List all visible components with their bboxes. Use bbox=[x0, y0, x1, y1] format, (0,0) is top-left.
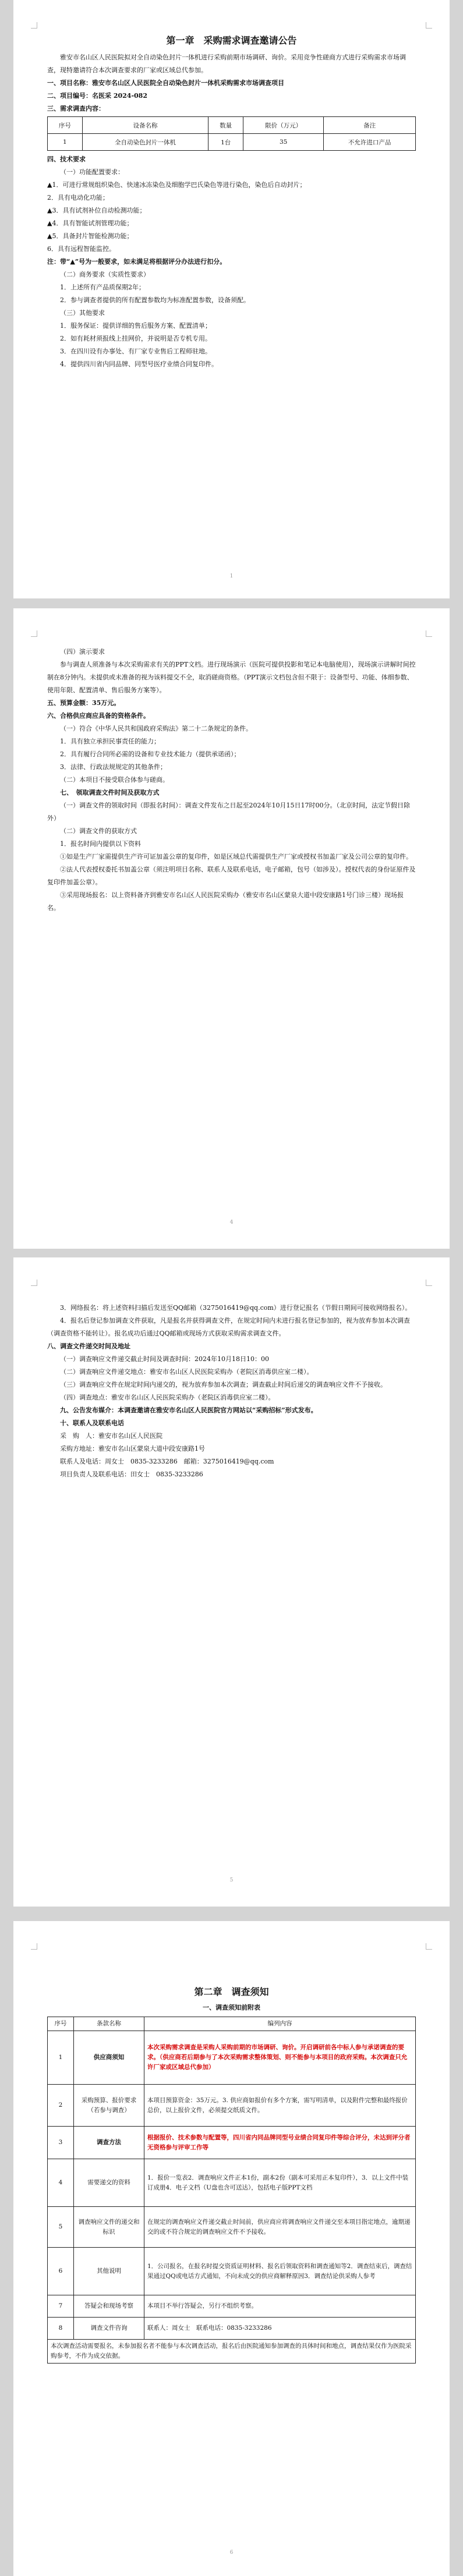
commercial-item: 2．参与调查者提供的所有配置参数均为标准配置参数，设备须配。 bbox=[60, 296, 250, 304]
contact-line: 采 购 人：雅安市名山区人民医院 bbox=[60, 1432, 162, 1440]
instructions-table bbox=[47, 2017, 416, 2364]
table-cell: 在规定的调查响应文件递交截止时间前，供应商应将调查响应文件递交至本项目指定地点，逾期递交的或不符合规定的调查响应文件不予接收。 bbox=[144, 2207, 416, 2248]
table-header: 序号 bbox=[48, 117, 83, 134]
table-row bbox=[48, 2248, 416, 2295]
commercial-item: 1．上述所有产品质保期2年； bbox=[60, 284, 145, 291]
table-row bbox=[48, 2159, 416, 2207]
table-header: 数量 bbox=[208, 117, 243, 134]
table-cell: 联系人：周女士 联系电话：0835-3233286 bbox=[144, 2318, 416, 2340]
project-number: 二、项目编号：名医采 2024-082 bbox=[47, 92, 147, 100]
document-page-3 bbox=[13, 1257, 450, 1907]
other-heading: （三）其他要求 bbox=[60, 309, 105, 317]
publication-media: 九、公告发布媒介：本调查邀请在雅安市名山区人民医院官方网站以“采购招标”形式发布。 bbox=[60, 1406, 317, 1414]
page-crop-mark bbox=[426, 22, 432, 29]
table-cell: 7 bbox=[48, 2295, 74, 2318]
table-note: 本次调查活动需要报名，未参加报名者不能参与本次调查活动，报名后由医院通知参加调查的具体时间和地点，调查结果仅作为医院采购参考，不作为成交依据。 bbox=[48, 2340, 416, 2364]
table-header: 条款名称 bbox=[74, 2017, 144, 2031]
acquisition-way-heading: （二）调查文件的获取方式 bbox=[60, 827, 137, 835]
contact-line: 项目负责人及联系电话：田女士 0835-3233286 bbox=[60, 1471, 203, 1478]
table-cell: 4 bbox=[48, 2159, 74, 2207]
table-cell: 供应商须知 bbox=[74, 2031, 144, 2085]
qualification-item: 1．具有独立承担民事责任的能力； bbox=[60, 738, 160, 745]
equipment-table bbox=[47, 116, 416, 151]
table-cell: 1台 bbox=[208, 134, 243, 151]
table-cell: 调查文件咨询 bbox=[74, 2318, 144, 2340]
commercial-heading: （二）商务要求（实质性要求） bbox=[60, 271, 150, 278]
table-header: 设备名称 bbox=[82, 117, 208, 134]
table-cell: 5 bbox=[48, 2207, 74, 2248]
table-header: 序号 bbox=[48, 2017, 74, 2031]
project-name: 一、项目名称：雅安市名山区人民医院全自动染色封片一体机采购需求市场调查项目 bbox=[47, 79, 284, 87]
tech-item: 6．具有远程智能监控。 bbox=[47, 245, 115, 253]
submission-item: （四）调查地点：雅安市名山区人民医院采购办（老院区消毒供应室二楼）。 bbox=[60, 1394, 275, 1401]
table-row bbox=[48, 134, 416, 151]
tech-item: 2．具有电动化功能； bbox=[47, 194, 109, 201]
table-cell: 不允许进口产品 bbox=[324, 134, 416, 151]
table-header-row bbox=[48, 117, 416, 134]
contact-line: 联系人及电话：周女士 0835-3233286 邮箱：3275016419@qq.com bbox=[60, 1458, 274, 1465]
table-row bbox=[48, 2318, 416, 2340]
table-cell: 调查响应文件的递交和标识 bbox=[74, 2207, 144, 2248]
qualification-heading: 六、合格供应商应具备的资格条件。 bbox=[47, 712, 150, 720]
tech-item: ▲4．具有智能试剂管理功能； bbox=[47, 219, 133, 227]
table-cell: 调查方法 bbox=[74, 2127, 144, 2159]
page-number: 4 bbox=[229, 1220, 234, 1225]
table-cell: 3 bbox=[48, 2127, 74, 2159]
table-cell: 需要递交的资料 bbox=[74, 2159, 144, 2207]
intro-paragraph: 雅安市名山区人民医院拟对全自动染色封片一体机进行采购前期市场调研、询价。采用竞争性磋商方式进行采购需求市场调查，现特邀请符合本次调查要求的厂家或区域总代参加。 bbox=[47, 54, 406, 74]
page-crop-mark bbox=[31, 1280, 37, 1286]
qualification-item: （二）本项目不接受联合体参与磋商。 bbox=[60, 776, 169, 784]
contact-line: 采购方地址：雅安市名山区蒙泉大道中段安康路1号 bbox=[60, 1445, 205, 1452]
table-row bbox=[48, 2127, 416, 2159]
tech-item: ▲5．具备封片智能检测功能； bbox=[47, 232, 133, 240]
demo-paragraph: 参与调查人须准备与本次采购需求有关的PPT文档。进行现场演示（医院可提供投影和笔记本电脑使用），现场演示讲解时间控制在8分钟内。未提供或未准备的视为该料提交不全，取消磋商资格。（PPT演示文档包含但不限于：设备型号、功能、体细参数、使用年限、配置清单、售后服务方案等）。 bbox=[47, 661, 416, 694]
table-cell: 1 bbox=[48, 2031, 74, 2085]
table-header: 限价（万元） bbox=[243, 117, 324, 134]
table-cell: 6 bbox=[48, 2248, 74, 2295]
chapter-title: 第二章 调查须知 bbox=[194, 1986, 269, 1997]
tech-item: ▲3．具有试剂补位自动检测功能； bbox=[47, 207, 146, 214]
submission-heading: 八、调查文件递交时间及地址 bbox=[47, 1342, 130, 1350]
other-item: 2．如有耗材须报线上挂网价，并说明是否专机专用。 bbox=[60, 335, 211, 342]
submission-item: （一）调查响应文件递交截止时间及调查时间：2024年10月18日10：00 bbox=[60, 1355, 269, 1363]
acquisition-way-item: ②法人代表授权委托书加盖公章（须注明项目名称、联系人及联系电话，电子邮箱，包号（如涉及）。授权代表的身份证原件及复印件加盖公章）。 bbox=[47, 866, 416, 886]
chapter-title: 第一章 采购需求调查邀请公告 bbox=[166, 35, 297, 46]
table-cell: 本项目预算资金：35万元。3. 供应商如报价有多个方案，需写明清单，以及附件完整和最终报价总价，以上报价文件，必须提交纸质文件。 bbox=[144, 2085, 416, 2127]
document-page-4 bbox=[13, 1921, 450, 2576]
table-cell: 答疑会和现场考察 bbox=[74, 2295, 144, 2318]
qualification-item: 3．法律、行政法规规定的其他条件； bbox=[60, 763, 167, 771]
table-title: 一、调查须知前附表 bbox=[203, 2004, 260, 2011]
document-page-1 bbox=[13, 0, 450, 598]
table-row bbox=[48, 2295, 416, 2318]
page-crop-mark bbox=[426, 1280, 432, 1286]
table-cell: 1 bbox=[48, 134, 83, 151]
table-header: 编列内容 bbox=[144, 2017, 416, 2031]
table-cell: 35 bbox=[243, 134, 324, 151]
page-crop-mark bbox=[426, 1943, 432, 1950]
page-crop-mark bbox=[31, 630, 37, 637]
acquisition-way-item: ③采用现场报名：以上资料备齐到雅安市名山区人民医院采购办（雅安市名山区蒙泉大道中段安康路1号门诊三楼）现场报名。 bbox=[47, 891, 404, 912]
other-item: 4．提供四川省内同品牌、同型号医疗业绩合同复印件。 bbox=[60, 360, 218, 368]
table-cell: 本次采购需求调查是采购人采购前期的市场调研、询价。开启调研前各中标人参与承诺调查的要求。（供应商若后期参与了本次采购需求整体策划、则不能参与本项目的政府采购。本次调查只允许厂家或区域总代参加） bbox=[144, 2031, 416, 2085]
page-number: 5 bbox=[229, 1877, 234, 1883]
other-item: 3．在四川设有办事处、有厂家专业售后工程师驻地。 bbox=[60, 348, 211, 355]
page-crop-mark bbox=[426, 630, 432, 637]
tech-requirements-heading: 四、技术要求 bbox=[47, 155, 86, 163]
table-cell: 1．公司报名，在报名时提交资质证明材料、报名后领取资料和调查通知等2．调查结束后，调查结果通过QQ或电话方式通知，不向未成交的供应商解释原因3．调查结论供采购人参考 bbox=[144, 2248, 416, 2295]
registration-note: 4．报名后登记参加调查文件获取，凡是报名并获得调查文件，在规定时间内未进行报名登记参加的，视为放弃参加本次调查（调查资格不能转让）。报名成功后通过QQ邮箱或现场方式获取采购需求调查文件。 bbox=[47, 1317, 410, 1337]
note-a: 注：带“▲”号为一般要求，如未满足将根据评分办法进行扣分。 bbox=[47, 258, 227, 265]
page-crop-mark bbox=[31, 22, 37, 29]
table-row bbox=[48, 2207, 416, 2248]
qualification-item: 2．具有履行合同所必需的设备和专业技术能力（提供承诺函）； bbox=[60, 750, 241, 758]
table-cell: 根据报价、技术参数与配置等，四川省内同品牌同型号业绩合同复印件等综合评分，未达到评分者无资格参与评审工作等 bbox=[144, 2127, 416, 2159]
online-registration: 3．网络报名：将上述资料扫描后发送至QQ邮箱（3275016419@qq.com）进行登记报名（节假日期间可接收网络报名）。 bbox=[60, 1304, 412, 1312]
table-row bbox=[48, 2340, 416, 2364]
page-number: 6 bbox=[229, 2550, 234, 2556]
table-cell: 2 bbox=[48, 2085, 74, 2127]
table-cell: 采购预算、报价要求（若参与调查） bbox=[74, 2085, 144, 2127]
acquisition-way-item: ①如是生产厂家需提供生产许可证加盖公章的复印件，如是区域总代需提供生产厂家或授权书加盖厂家及公司公章的复印件。 bbox=[60, 853, 412, 860]
budget: 五、预算金额：35万元。 bbox=[47, 699, 121, 707]
acquisition-time: （一）调查文件的领取时间（即报名时间）：调查文件发布之日起至2024年10月15日17时00分。（北京时间，法定节假日除外） bbox=[47, 802, 410, 822]
acquisition-heading: 七、 领取调查文件时间及获取方式 bbox=[60, 789, 160, 796]
contact-heading: 十、联系人及联系电话 bbox=[60, 1419, 124, 1427]
table-row bbox=[48, 2085, 416, 2127]
page-crop-mark bbox=[31, 1943, 37, 1950]
other-item: 1．服务保证：提供详细的售后服务方案、配置清单； bbox=[60, 322, 211, 329]
demo-heading: （四）演示要求 bbox=[60, 648, 105, 655]
table-row bbox=[48, 2031, 416, 2085]
qualification-item: （一）符合《中华人民共和国政府采购法》第二十二条规定的条件。 bbox=[60, 725, 252, 732]
submission-item: （三）调查响应文件在规定时间内递交的，视为放弃参加本次调查；调查截止时间后递交的调查响应文件不予接收。 bbox=[60, 1381, 387, 1388]
survey-content-heading: 三、需求调查内容： bbox=[47, 105, 105, 112]
tech-item: ▲1．可进行常规组织染色、快速冰冻染色及细胞学巴氏染色等进行染色，染色后自动封片； bbox=[47, 181, 306, 189]
table-cell: 8 bbox=[48, 2318, 74, 2340]
table-header-row bbox=[48, 2017, 416, 2031]
table-cell: 1．报价一览表2．调查响应文件正本1份，副本2份（副本可采用正本复印件），3．以上文件中装订成册4．电子文档（U盘也含可送达），包括电子版PPT文档 bbox=[144, 2159, 416, 2207]
table-cell: 全自动染色封片一体机 bbox=[82, 134, 208, 151]
submission-item: （二）调查响应文件递交地点：雅安市名山区人民医院采购办（老院区消毒供应室二楼）。 bbox=[60, 1368, 313, 1376]
acquisition-way-item: 1．报名时间内提供以下资料 bbox=[60, 840, 141, 848]
document-page-2 bbox=[13, 608, 450, 1249]
page-number: 1 bbox=[229, 573, 234, 579]
tech-item: （一）功能配置要求： bbox=[60, 168, 124, 176]
table-cell: 本项目不举行答疑会，另行不组织考察。 bbox=[144, 2295, 416, 2318]
table-cell: 其他说明 bbox=[74, 2248, 144, 2295]
table-header: 备注 bbox=[324, 117, 416, 134]
